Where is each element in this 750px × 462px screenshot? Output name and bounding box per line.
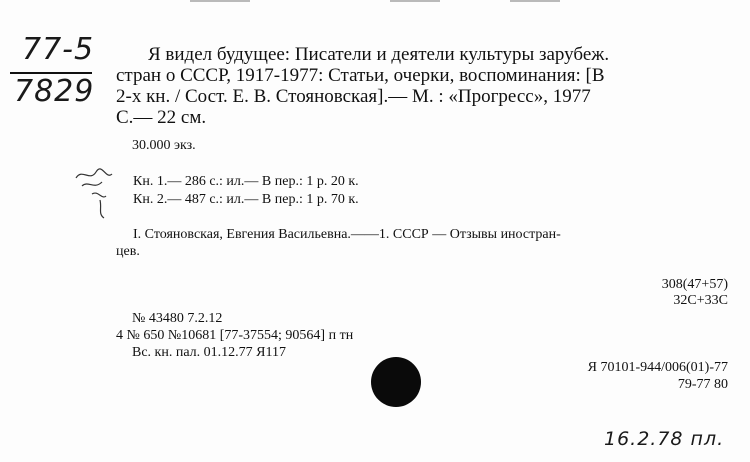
bibliographic-description bbox=[116, 44, 736, 128]
code-line: 4 № 650 №10681 [77-37554; 90564] п тн bbox=[116, 328, 354, 343]
title-line: Я видел будущее: Писатели и деятели культуры зарубеж. bbox=[148, 44, 610, 65]
title-line: 2-х кн. / Сост. Е. В. Стояновская].— М. : «Прогресс», 1977 bbox=[116, 86, 591, 107]
call-number-bottom: 7829 bbox=[14, 74, 95, 109]
publisher-code: Я 70101-944/006(01)-77 bbox=[587, 360, 728, 375]
classification-udc: 308(47+57) bbox=[661, 277, 728, 292]
classification-bbk: 32С+33С bbox=[673, 293, 728, 308]
code-line: Вс. кн. пал. 01.12.77 Я117 bbox=[132, 345, 286, 360]
code-line: № 43480 7.2.12 bbox=[132, 311, 223, 326]
handwritten-scribble bbox=[72, 160, 132, 220]
title-line: С.— 22 см. bbox=[116, 107, 207, 128]
tracing-line: I. Стояновская, Евгения Васильевна.——1. СССР — Отзывы иностран- bbox=[133, 227, 561, 242]
top-edge-marks bbox=[180, 0, 600, 4]
title-line: стран о СССР, 1917-1977: Статьи, очерки, воспоминания: [В bbox=[116, 65, 605, 86]
call-number-top: 77-5 bbox=[22, 32, 95, 67]
punch-hole bbox=[371, 357, 421, 407]
tracing-line: цев. bbox=[116, 244, 140, 259]
order-code: 79-77 80 bbox=[677, 377, 728, 392]
handwritten-date: 16.2.78 пл. bbox=[604, 428, 725, 450]
volume-2: Кн. 2.— 487 с.: ил.— В пер.: 1 р. 70 к. bbox=[133, 192, 359, 207]
volume-1: Кн. 1.— 286 с.: ил.— В пер.: 1 р. 20 к. bbox=[133, 174, 359, 189]
print-run: 30.000 экз. bbox=[132, 138, 196, 153]
